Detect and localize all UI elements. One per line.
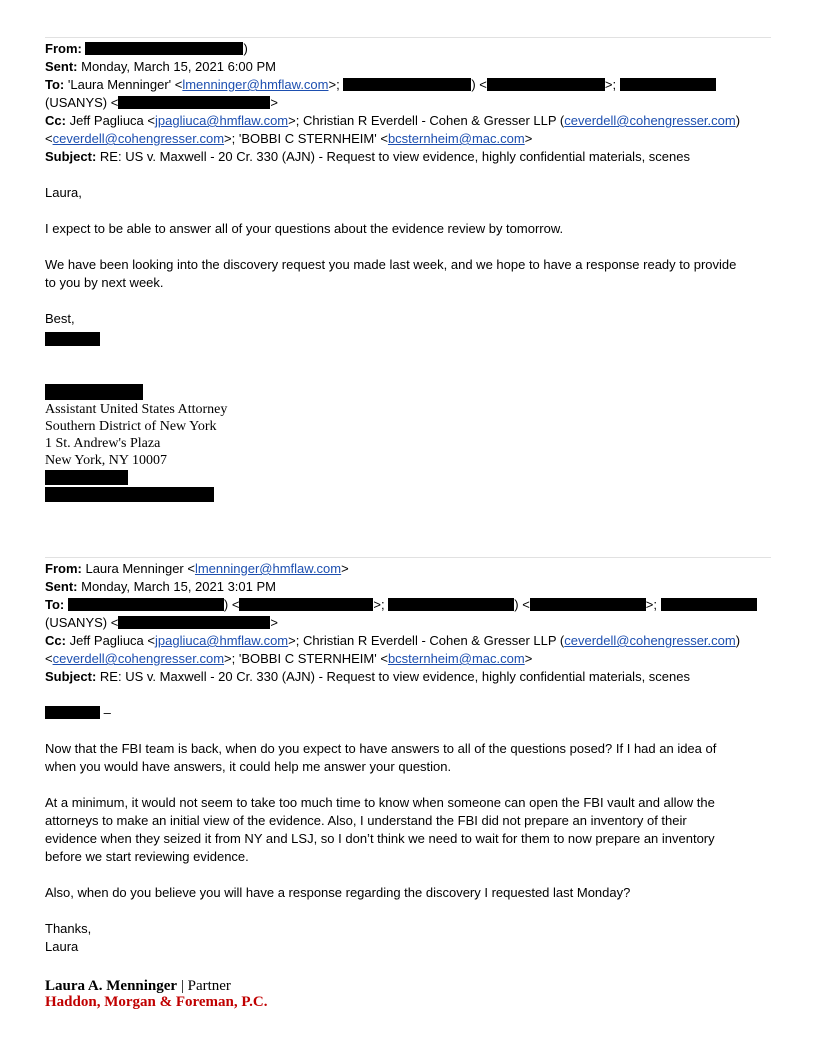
redaction — [661, 598, 757, 611]
signature-role: | Partner — [177, 978, 231, 994]
sent-date: Monday, March 15, 2021 6:00 PM — [81, 59, 276, 74]
email-1-divider — [45, 37, 771, 38]
signature-firm: Haddon, Morgan & Foreman, P.C. — [45, 994, 268, 1010]
email-2-subject: Subject: RE: US v. Maxwell - 20 Cr. 330 (AJN) - Request to view evidence, highly confidential materials, scenes — [45, 669, 690, 684]
email-link[interactable]: ceverdell@cohengresser.com — [52, 651, 225, 666]
email-1-to-cont: (USANYS) < > — [45, 95, 278, 110]
email-2-to: To: ) < >; ) < >; — [45, 596, 771, 614]
email-1-cc-cont: <ceverdell@cohengresser.com>; 'BOBBI C STERNHEIM' <bcsternheim@mac.com> — [45, 131, 533, 146]
closing: Thanks, — [45, 921, 92, 936]
redaction — [118, 96, 270, 109]
greeting: – — [45, 704, 771, 722]
email-link[interactable]: ceverdell@cohengresser.com — [564, 633, 736, 648]
body-paragraph: Now that the FBI team is back, when do you expect to have answers to all of the questions posed? If I had an idea of — [45, 741, 717, 756]
email-1-from: From: ) — [45, 41, 248, 56]
body-paragraph-cont: when you would have answers, it could help me answer your question. — [45, 759, 452, 774]
email-2-from: From: Laura Menninger <lmenninger@hmflaw.com> — [45, 561, 349, 576]
email-2-cc: Cc: Jeff Pagliuca <jpagliuca@hmflaw.com>; Christian R Everdell - Cohen & Gresser LLP (ceverdell@cohengresser.com) — [45, 633, 741, 648]
signature-name-line — [45, 976, 771, 996]
email-2-sent: Sent: Monday, March 15, 2021 3:01 PM — [45, 579, 276, 594]
email-link[interactable]: lmenninger@hmflaw.com — [194, 561, 342, 576]
signature-name: Laura A. Menninger — [45, 978, 178, 994]
body-paragraph-cont: to you by next week. — [45, 275, 164, 290]
email-2-cc-cont: <ceverdell@cohengresser.com>; 'BOBBI C STERNHEIM' <bcsternheim@mac.com> — [45, 651, 533, 666]
redaction — [45, 332, 100, 346]
redaction — [85, 42, 243, 55]
email-1-sent: Sent: Monday, March 15, 2021 6:00 PM — [45, 59, 276, 74]
email-1-to: To: 'Laura Menninger' <lmenninger@hmflaw.com>; ) < >; — [45, 76, 771, 94]
body-paragraph-cont: attorneys to make an initial view of the evidence. Also, I understand the FBI did not prepare an inventory of their — [45, 813, 687, 828]
email-link[interactable]: ceverdell@cohengresser.com — [52, 131, 225, 146]
body-paragraph: Also, when do you believe you will have a response regarding the discovery I requested last Monday? — [45, 885, 631, 900]
redaction — [530, 598, 646, 611]
sent-date: Monday, March 15, 2021 3:01 PM — [81, 579, 276, 594]
redaction — [343, 78, 471, 91]
redaction — [68, 598, 224, 611]
signature-address: New York, NY 10007 — [45, 453, 167, 468]
redaction — [118, 616, 270, 629]
signature-title: Assistant United States Attorney — [45, 402, 228, 417]
email-2-divider — [45, 557, 771, 558]
body-paragraph: At a minimum, it would not seem to take too much time to know when someone can open the FBI vault and allow the — [45, 795, 715, 810]
body-paragraph-cont: evidence when they seized it from NY and LSJ, so I don’t think we need to wait for them to now prepare an inventory — [45, 831, 715, 846]
from-label: From: — [45, 41, 82, 56]
subject-text: RE: US v. Maxwell - 20 Cr. 330 (AJN) - Request to view evidence, highly confidential materials, scenes — [99, 149, 690, 164]
redaction — [388, 598, 514, 611]
signoff: Laura — [45, 939, 79, 954]
email-1-cc: Cc: Jeff Pagliuca <jpagliuca@hmflaw.com>; Christian R Everdell - Cohen & Gresser LLP (ceverdell@cohengresser.com) — [45, 113, 741, 128]
closing: Best, — [45, 311, 75, 326]
subject-text: RE: US v. Maxwell - 20 Cr. 330 (AJN) - Request to view evidence, highly confidential materials, scenes — [99, 669, 690, 684]
email-link[interactable]: lmenninger@hmflaw.com — [182, 77, 329, 92]
email-2-to-cont: (USANYS) < > — [45, 615, 278, 630]
redaction — [239, 598, 373, 611]
signature-office: Southern District of New York — [45, 419, 217, 434]
email-link[interactable]: jpagliuca@hmflaw.com — [154, 113, 289, 128]
body-paragraph: I expect to be able to answer all of your questions about the evidence review by tomorrow. — [45, 221, 564, 236]
redaction — [45, 470, 128, 485]
email-link[interactable]: bcsternheim@mac.com — [387, 651, 525, 666]
redaction — [487, 78, 605, 91]
redaction — [45, 706, 100, 719]
greeting: Laura, — [45, 185, 82, 200]
signature-address: 1 St. Andrew's Plaza — [45, 436, 161, 451]
email-1-subject: Subject: RE: US v. Maxwell - 20 Cr. 330 (AJN) - Request to view evidence, highly confidential materials, scenes — [45, 149, 690, 164]
redaction — [45, 384, 143, 400]
body-paragraph-cont: before we start reviewing evidence. — [45, 849, 249, 864]
redaction — [620, 78, 716, 91]
body-paragraph: We have been looking into the discovery request you made last week, and we hope to have a response ready to provide — [45, 257, 737, 272]
email-link[interactable]: ceverdell@cohengresser.com — [564, 113, 736, 128]
email-link[interactable]: bcsternheim@mac.com — [387, 131, 525, 146]
redaction — [45, 487, 214, 502]
email-link[interactable]: jpagliuca@hmflaw.com — [154, 633, 289, 648]
